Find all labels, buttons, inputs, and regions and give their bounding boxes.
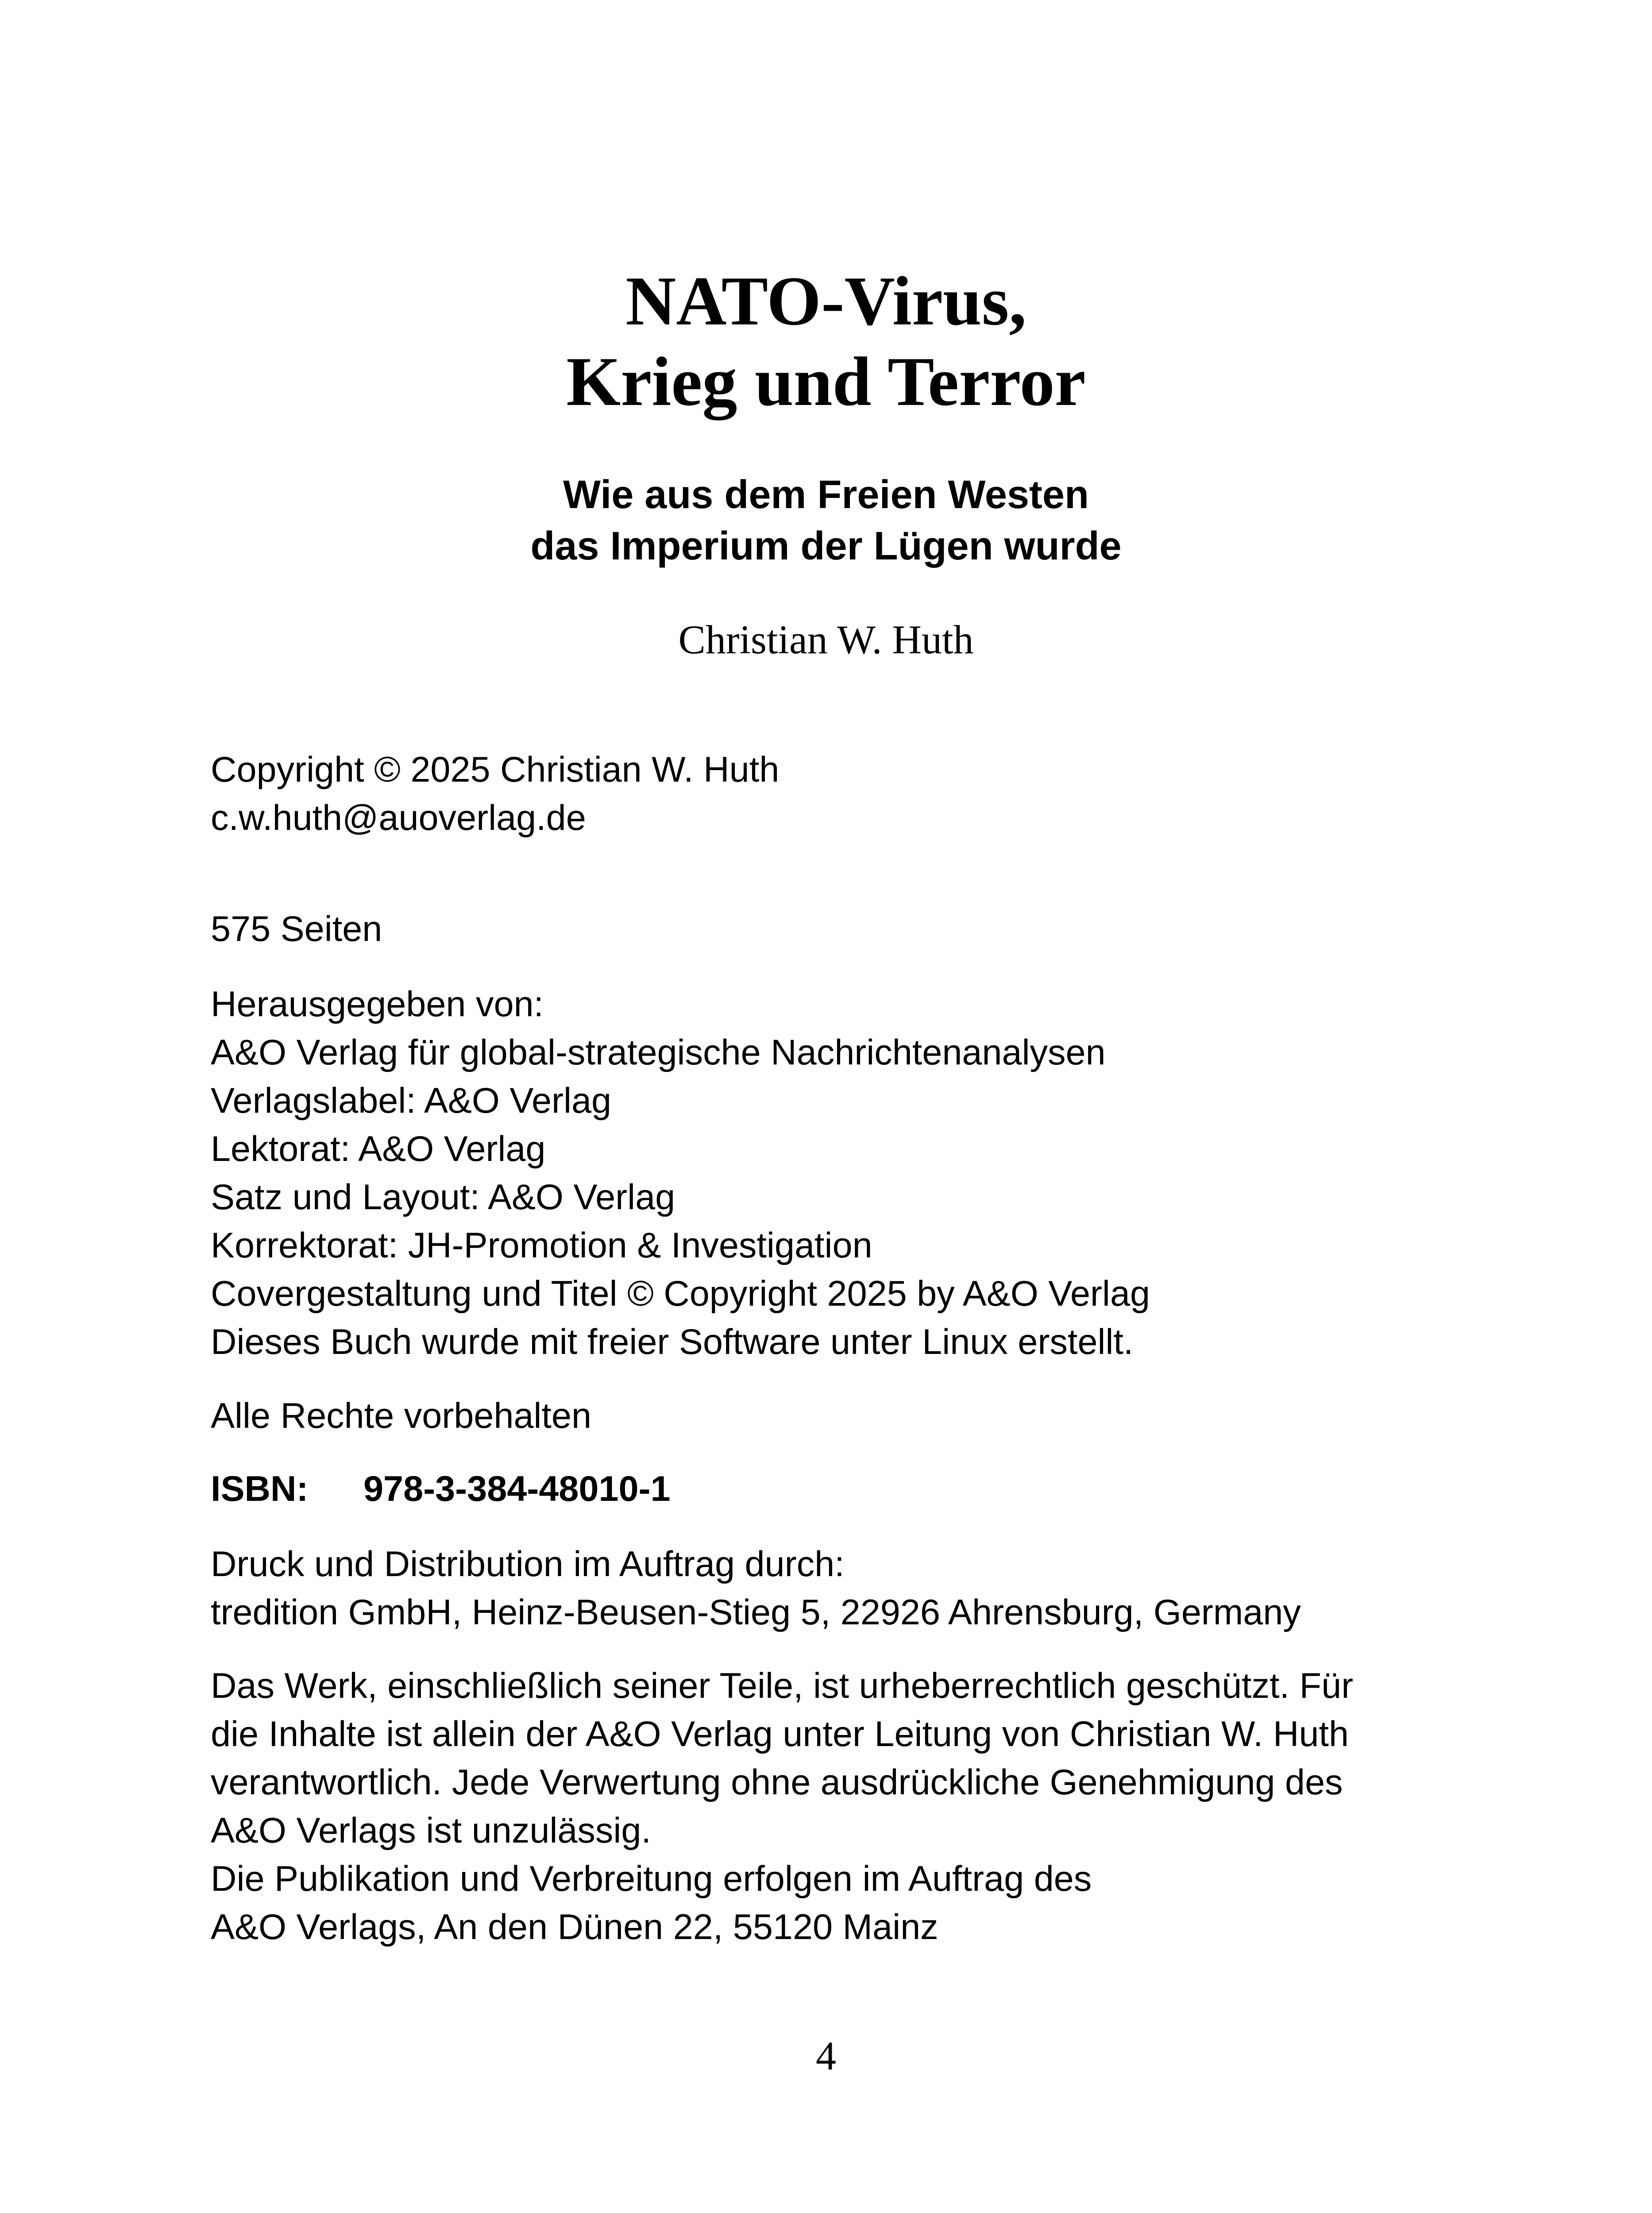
publisher-line: Lektorat: A&O Verlag (211, 1129, 546, 1169)
publisher-line: Verlagslabel: A&O Verlag (211, 1081, 612, 1121)
isbn-block (211, 1465, 1539, 1513)
legal-line: die Inhalte ist allein der A&O Verlag unter Leitung von Christian W. Huth (211, 1714, 1349, 1754)
page-count: 575 Seiten (211, 909, 382, 949)
copyright-block (211, 746, 1539, 842)
page-number: 4 (816, 2033, 836, 2078)
rights-reserved: Alle Rechte vorbehalten (211, 1396, 592, 1436)
publisher-line: Dieses Buch wurde mit freier Software unter Linux erstellt. (211, 1322, 1134, 1362)
rights-block (211, 1392, 1539, 1440)
legal-line: Das Werk, einschließlich seiner Teile, ist urheberrechtlich geschützt. Für (211, 1666, 1354, 1706)
book-subtitle-line-2: das Imperium der Lügen wurde (530, 524, 1122, 568)
print-distribution-block (211, 1540, 1539, 1637)
publisher-block (211, 980, 1539, 1366)
print-line: tredition GmbH, Heinz-Beusen-Stieg 5, 22926 Ahrensburg, Germany (211, 1592, 1301, 1632)
legal-line: A&O Verlags, An den Dünen 22, 55120 Mainz (211, 1907, 938, 1947)
author-email: c.w.huth@auoverlag.de (211, 798, 586, 838)
isbn-label: ISBN: (211, 1469, 309, 1509)
book-title-line-2: Krieg und Terror (566, 343, 1086, 420)
legal-line: Die Publikation und Verbreitung erfolgen im Auftrag des (211, 1859, 1092, 1899)
publisher-line: Covergestaltung und Titel © Copyright 2025 by A&O Verlag (211, 1274, 1150, 1314)
isbn-value: 978-3-384-48010-1 (363, 1469, 671, 1509)
book-title (0, 261, 1652, 422)
publisher-line: Herausgegeben von: (211, 984, 544, 1024)
isbn-row (211, 1465, 1539, 1513)
page-count-block (211, 905, 1539, 953)
print-line: Druck und Distribution im Auftrag durch: (211, 1544, 845, 1584)
legal-notice-block (211, 1662, 1539, 1951)
book-title-line-1: NATO-Virus, (625, 262, 1027, 340)
author-name: Christian W. Huth (678, 617, 974, 662)
book-subtitle-line-1: Wie aus dem Freien Westen (563, 473, 1089, 517)
publisher-line: Korrektorat: JH-Promotion & Investigation (211, 1226, 872, 1265)
legal-line: A&O Verlags ist unzulässig. (211, 1811, 651, 1851)
publisher-line: Satz und Layout: A&O Verlag (211, 1177, 675, 1217)
copyright-line: Copyright © 2025 Christian W. Huth (211, 750, 780, 790)
book-subtitle (0, 469, 1652, 572)
publisher-line: A&O Verlag für global-strategische Nachrichtenanalysen (211, 1033, 1106, 1072)
legal-line: verantwortlich. Jede Verwertung ohne ausdrückliche Genehmigung des (211, 1762, 1343, 1802)
